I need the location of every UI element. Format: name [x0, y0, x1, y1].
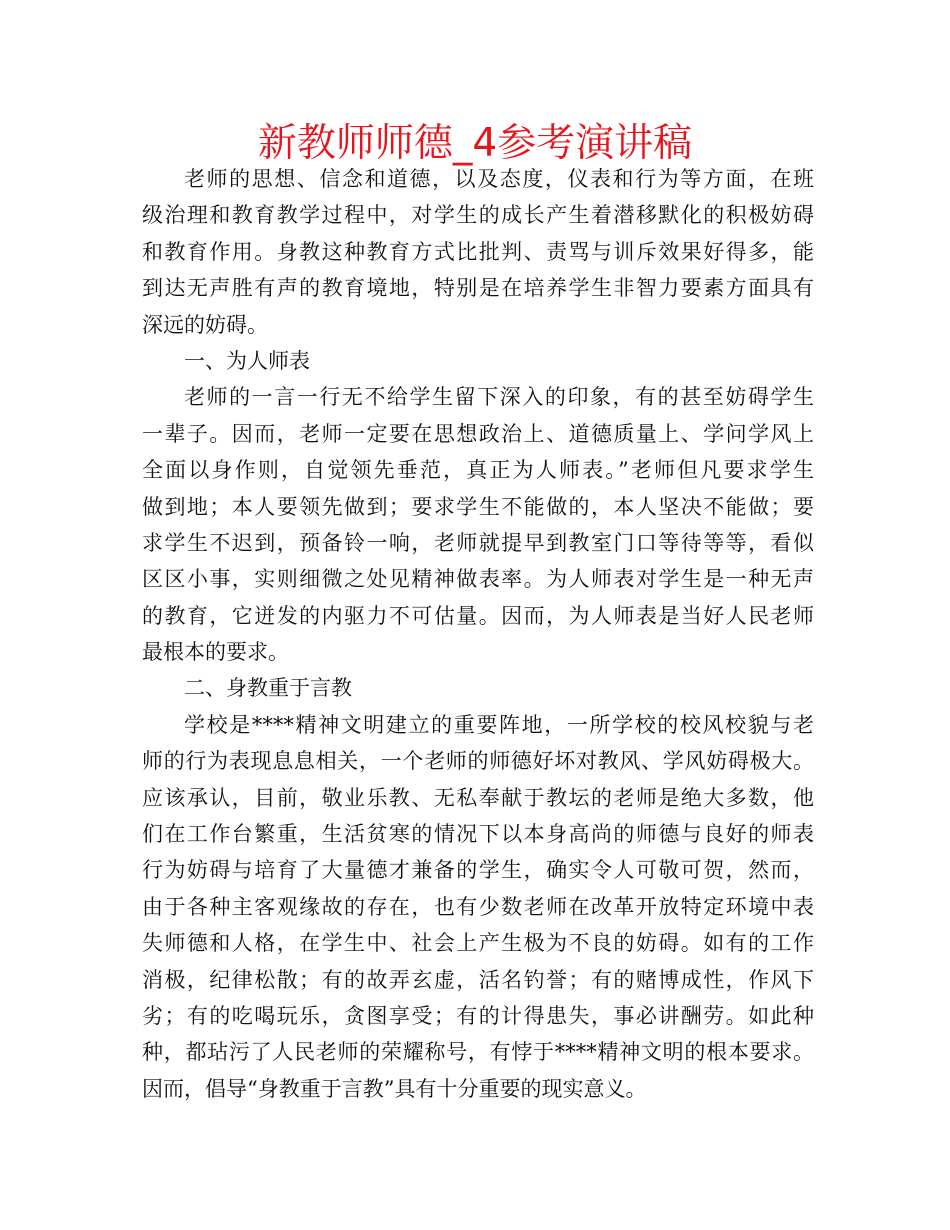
text-line: 由于各种主客观缘故的存在，也有少数老师在改革开放特定环境中表: [142, 894, 814, 919]
text-line: 行为妨碍与培育了大量德才兼备的学生，确实令人可敬可贺，然而，: [142, 858, 814, 883]
text-line: 一辈子。因而，老师一定要在思想政治上、道德质量上、学问学风上: [142, 421, 814, 446]
document-body: [142, 161, 814, 1107]
document-title: 新教师师德_4参考演讲稿: [257, 121, 693, 166]
text-line: 师的行为表现息息相关，一个老师的师德好坏对教风、学风妨碍极大。: [142, 749, 814, 774]
text-line: 们在工作台繁重，生活贫寒的情况下以本身高尚的师德与良好的师表: [142, 822, 814, 847]
text-line: 深远的妨碍。: [142, 312, 268, 337]
text-line: 二、身教重于言教: [184, 676, 352, 701]
text-line: 级治理和教育教学过程中，对学生的成长产生着潜移默化的积极妨碍: [142, 203, 814, 228]
text-line: 种，都玷污了人民老师的荣耀称号，有悖于****精神文明的根本要求。: [142, 1040, 814, 1065]
text-line: 区区小事，实则细微之处见精神做表率。为人师表对学生是一种无声: [142, 567, 814, 592]
text-line: 做到地；本人要领先做到；要求学生不能做的，本人坚决不能做；要: [142, 494, 814, 519]
text-line: 求学生不迟到，预备铃一响，老师就提早到教室门口等待等等，看似: [142, 530, 814, 555]
text-line: 一、为人师表: [184, 348, 310, 373]
text-line: 应该承认，目前，敬业乐教、无私奉献于教坛的老师是绝大多数，他: [142, 785, 814, 810]
text-line: 的教育，它迸发的内驱力不可估量。因而，为人师表是当好人民老师: [142, 603, 814, 628]
text-line: 最根本的要求。: [142, 640, 289, 665]
text-line: 全面以身作则，自觉领先垂范，真正为人师表。”老师但凡要求学生: [142, 458, 814, 483]
text-line: 学校是****精神文明建立的重要阵地，一所学校的校风校貌与老: [184, 712, 814, 737]
text-line: 老师的思想、信念和道德，以及态度，仪表和行为等方面，在班: [184, 167, 814, 191]
text-line: 因而，倡导“身教重于言教”具有十分重要的现实意义。: [142, 1076, 647, 1101]
text-line: 到达无声胜有声的教育境地，特别是在培养学生非智力要素方面具有: [142, 276, 814, 301]
text-line: 劣；有的吃喝玩乐，贪图享受；有的计得患失，事必讲酬劳。如此种: [142, 1003, 814, 1028]
text-line: 和教育作用。身教这种教育方式比批判、责骂与训斥效果好得多，能: [142, 239, 814, 264]
text-line: 失师德和人格，在学生中、社会上产生极为不良的妨碍。如有的工作: [142, 931, 814, 956]
text-line: 消极，纪律松散；有的故弄玄虚，活名钓誉；有的赌博成性，作风下: [142, 967, 814, 992]
text-line: 老师的一言一行无不给学生留下深入的印象，有的甚至妨碍学生: [184, 385, 814, 410]
